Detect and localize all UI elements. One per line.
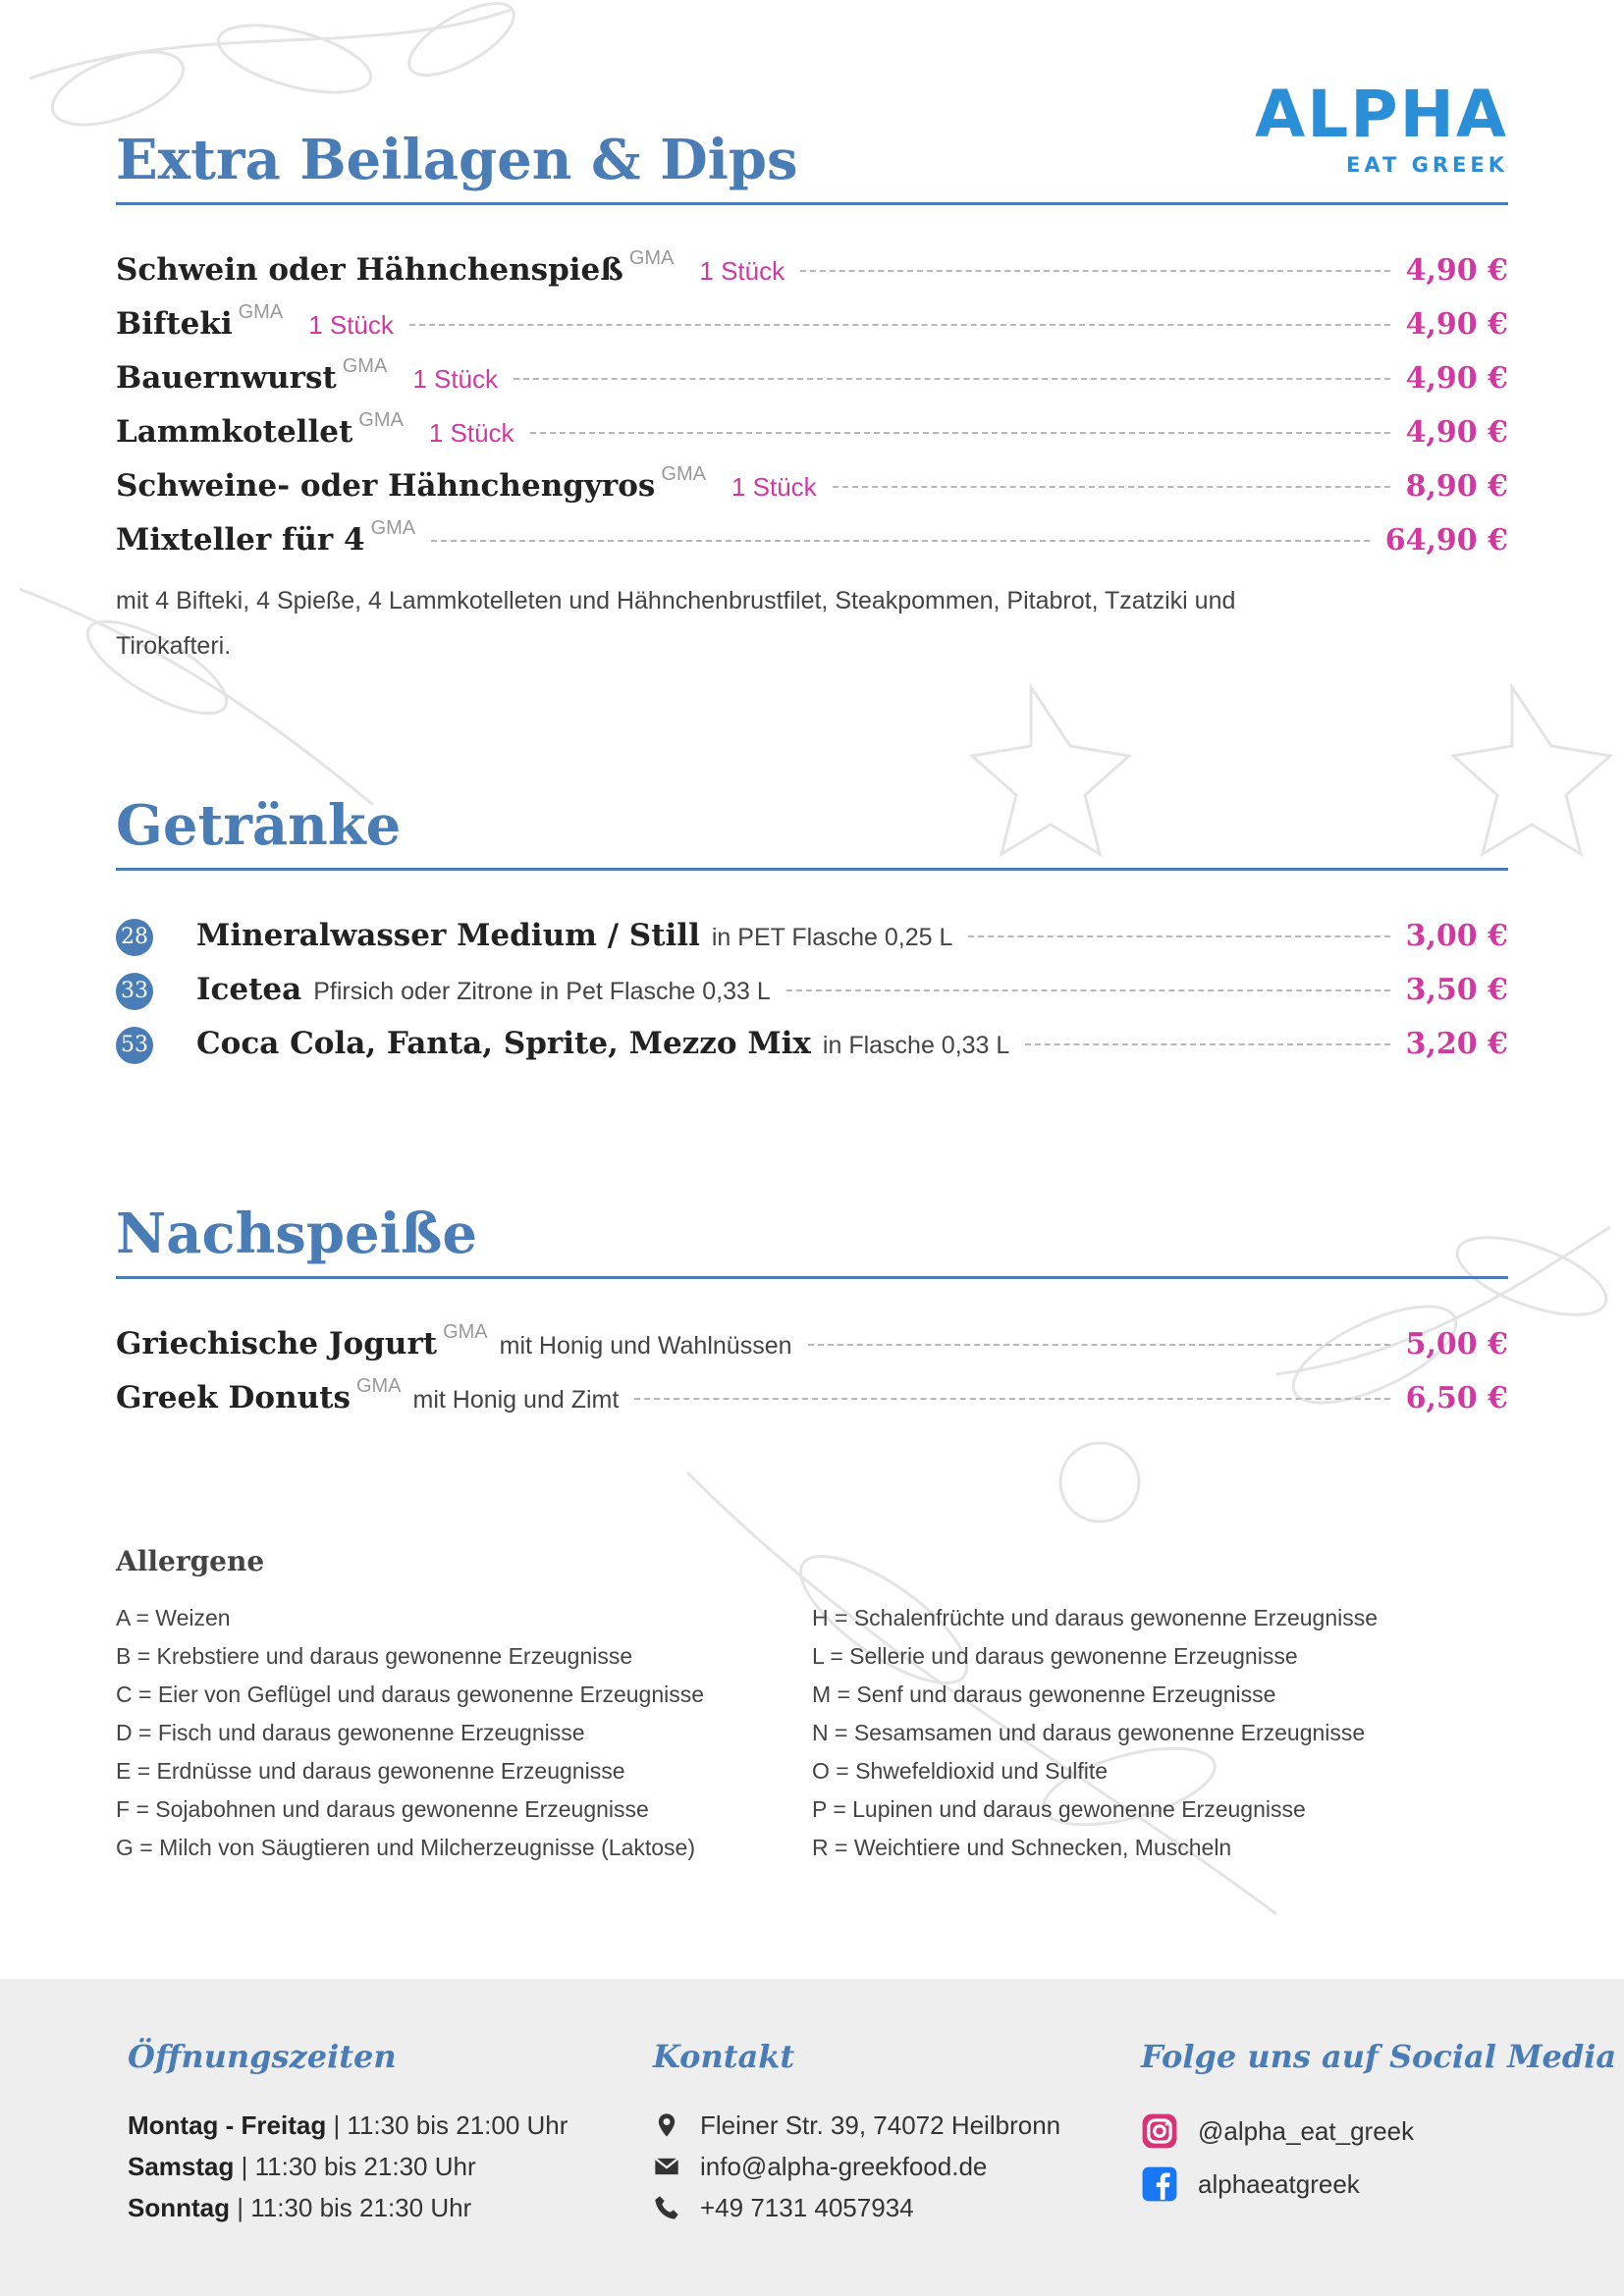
hours-time: | 11:30 bis 21:00 Uhr (333, 2110, 568, 2140)
phone-text: +49 7131 4057934 (700, 2192, 914, 2222)
item-name: Bauernwurst (116, 360, 337, 396)
menu-item (116, 918, 1508, 972)
facebook-link[interactable] (1141, 2158, 1616, 2211)
menu-item (116, 247, 1508, 306)
item-price: 4,90 € (1405, 307, 1508, 342)
dot-leader (800, 270, 1390, 272)
item-description: Pfirsich oder Zitrone in Pet Flasche 0,33 L (313, 978, 771, 1005)
contact (653, 2038, 1060, 2228)
menu-item (116, 301, 1508, 360)
facebook-handle: alphaeatgreek (1198, 2168, 1360, 2199)
drinks-list (116, 918, 1508, 1080)
hours-day: Sonntag (128, 2193, 230, 2222)
instagram-icon (1141, 2112, 1178, 2150)
section-title: Extra Beilagen & Dips (116, 128, 798, 192)
logo-brand: ALPHA (1255, 77, 1508, 152)
mail-icon (653, 2153, 680, 2180)
dot-leader (634, 1398, 1389, 1400)
allergens-left-column (116, 1599, 812, 1867)
item-allergens: GMA (661, 463, 706, 485)
item-name: Schwein oder Hähnchenspieß (116, 252, 623, 288)
allergen-entry: F = Sojabohnen und daraus gewonenne Erzeugnisse (116, 1796, 649, 1822)
item-price: 64,90 € (1384, 523, 1508, 558)
social-title: Folge uns auf Social Media (1141, 2038, 1617, 2075)
address-text: Fleiner Str. 39, 74072 Heilbronn (700, 2109, 1061, 2140)
item-description: in PET Flasche 0,25 L (711, 924, 953, 951)
item-name: Bifteki (116, 306, 233, 342)
contact-phone[interactable] (653, 2187, 1060, 2228)
menu-item (116, 1375, 1508, 1434)
menu-item (116, 1321, 1508, 1380)
section-divider (116, 202, 1508, 205)
hours-time: | 11:30 bis 21:30 Uhr (241, 2152, 476, 2181)
item-allergens: GMA (358, 409, 404, 431)
item-name: Greek Donuts (116, 1380, 351, 1415)
menu-item (116, 517, 1508, 576)
item-description: mit Honig und Zimt (412, 1386, 620, 1414)
item-price: 3,20 € (1405, 1027, 1508, 1061)
item-name: Griechische Jogurt (116, 1326, 438, 1362)
section-divider (116, 868, 1508, 871)
item-number-badge: 33 (116, 973, 153, 1010)
dot-leader (808, 1344, 1390, 1346)
allergen-entry: E = Erdnüsse und daraus gewonenne Erzeugnisse (116, 1758, 625, 1784)
dot-leader (786, 989, 1390, 991)
instagram-handle: @alpha_eat_greek (1198, 2115, 1415, 2146)
item-description: mit 4 Bifteki, 4 Spieße, 4 Lammkotelleten und Hähnchenbrustfilet, Steakpommen, Pitabrot, Tzatziki und Tirokafteri. (116, 587, 1236, 660)
hours-day: Montag - Freitag (128, 2110, 327, 2140)
instagram-link[interactable] (1141, 2105, 1616, 2158)
phone-icon (653, 2194, 680, 2221)
item-price: 4,90 € (1405, 253, 1508, 288)
item-price: 4,90 € (1405, 415, 1508, 450)
item-name: Mixteller für 4 (116, 522, 365, 558)
allergens-section (116, 1545, 1508, 1867)
item-description: mit Honig und Wahlnüssen (499, 1332, 792, 1360)
menu-item (116, 463, 1508, 522)
menu-item (116, 1026, 1508, 1080)
allergen-entry: C = Eier von Geflügel und daraus gewonenne Erzeugnisse (116, 1682, 705, 1707)
contact-email[interactable] (653, 2146, 1060, 2187)
facebook-icon (1141, 2165, 1178, 2203)
item-name: Mineralwasser Medium / Still (196, 918, 700, 953)
hours-title: Öffnungszeiten (128, 2038, 397, 2075)
dot-leader (409, 324, 1390, 326)
hours-row (128, 2146, 568, 2187)
item-price: 3,00 € (1405, 919, 1508, 953)
item-price: 4,90 € (1405, 361, 1508, 396)
item-name: Coca Cola, Fanta, Sprite, Mezzo Mix (196, 1026, 811, 1061)
logo-tagline: EAT GREEK (1346, 153, 1508, 177)
item-price: 3,50 € (1405, 973, 1508, 1007)
allergen-entry: R = Weichtiere und Schnecken, Muscheln (812, 1835, 1232, 1860)
hours-day: Samstag (128, 2152, 235, 2181)
contact-title: Kontakt (653, 2038, 795, 2075)
allergen-entry: M = Senf und daraus gewonenne Erzeugnisse (812, 1682, 1276, 1707)
allergen-entry: H = Schalenfrüchte und daraus gewonenne Erzeugnisse (812, 1605, 1379, 1630)
dot-leader (514, 378, 1390, 380)
dot-leader (968, 935, 1389, 937)
hours-row (128, 2187, 568, 2228)
item-name: Lammkotellet (116, 414, 353, 450)
item-description: in Flasche 0,33 L (822, 1032, 1010, 1059)
item-quantity: 1 Stück (412, 364, 499, 394)
item-allergens: GMA (355, 1375, 402, 1397)
sides-section (116, 126, 1508, 668)
item-allergens: GMA (443, 1321, 488, 1343)
allergens-columns (116, 1599, 1508, 1867)
section-divider (116, 1276, 1508, 1279)
item-name: Schweine- oder Hähnchengyros (116, 468, 656, 504)
dot-leader (833, 486, 1390, 488)
hours-time: | 11:30 bis 21:30 Uhr (237, 2193, 472, 2222)
allergen-entry: L = Sellerie und daraus gewonenne Erzeugnisse (812, 1643, 1298, 1669)
footer (0, 1979, 1624, 2296)
dot-leader (431, 540, 1370, 542)
menu-item (116, 409, 1508, 468)
menu-item (116, 972, 1508, 1026)
allergen-entry: D = Fisch und daraus gewonenne Erzeugnisse (116, 1720, 585, 1745)
allergens-title: Allergene (116, 1545, 265, 1577)
location-pin-icon (653, 2111, 680, 2139)
dot-leader (530, 432, 1390, 434)
item-quantity: 1 Stück (308, 310, 394, 340)
section-title: Nachspeiße (116, 1201, 478, 1266)
allergen-entry: A = Weizen (116, 1605, 231, 1630)
item-quantity: 1 Stück (428, 418, 514, 448)
contact-address (653, 2105, 1060, 2146)
item-allergens: GMA (628, 247, 675, 269)
sides-list (116, 247, 1508, 668)
opening-hours (128, 2038, 568, 2228)
allergen-entry: P = Lupinen und daraus gewonenne Erzeugnisse (812, 1796, 1306, 1822)
allergen-entry: N = Sesamsamen und daraus gewonenne Erzeugnisse (812, 1720, 1366, 1745)
email-text: info@alpha-greekfood.de (700, 2151, 988, 2181)
item-allergens: GMA (238, 301, 284, 323)
allergen-entry: G = Milch von Säugtieren und Milcherzeugnisse (Laktose) (116, 1835, 695, 1860)
allergen-entry: B = Krebstiere und daraus gewonenne Erzeugnisse (116, 1643, 633, 1669)
item-quantity: 1 Stück (731, 472, 817, 502)
item-number-badge: 28 (116, 919, 153, 956)
desserts-list (116, 1321, 1508, 1434)
item-price: 8,90 € (1405, 469, 1508, 504)
menu-item (116, 355, 1508, 414)
social-media (1141, 2038, 1616, 2211)
dot-leader (1025, 1043, 1389, 1045)
desserts-section (116, 1200, 1508, 1434)
section-title: Getränke (116, 793, 402, 858)
item-price: 5,00 € (1405, 1327, 1508, 1362)
drinks-section (116, 791, 1508, 1080)
item-price: 6,50 € (1405, 1381, 1508, 1415)
hours-row (128, 2105, 568, 2146)
item-number-badge: 53 (116, 1027, 153, 1064)
item-name: Icetea (196, 972, 302, 1007)
allergen-entry: O = Shwefeldioxid und Sulfite (812, 1758, 1109, 1784)
item-allergens: GMA (370, 517, 416, 539)
item-quantity: 1 Stück (699, 256, 785, 286)
allergens-right-column (812, 1599, 1508, 1867)
item-allergens: GMA (342, 355, 388, 377)
